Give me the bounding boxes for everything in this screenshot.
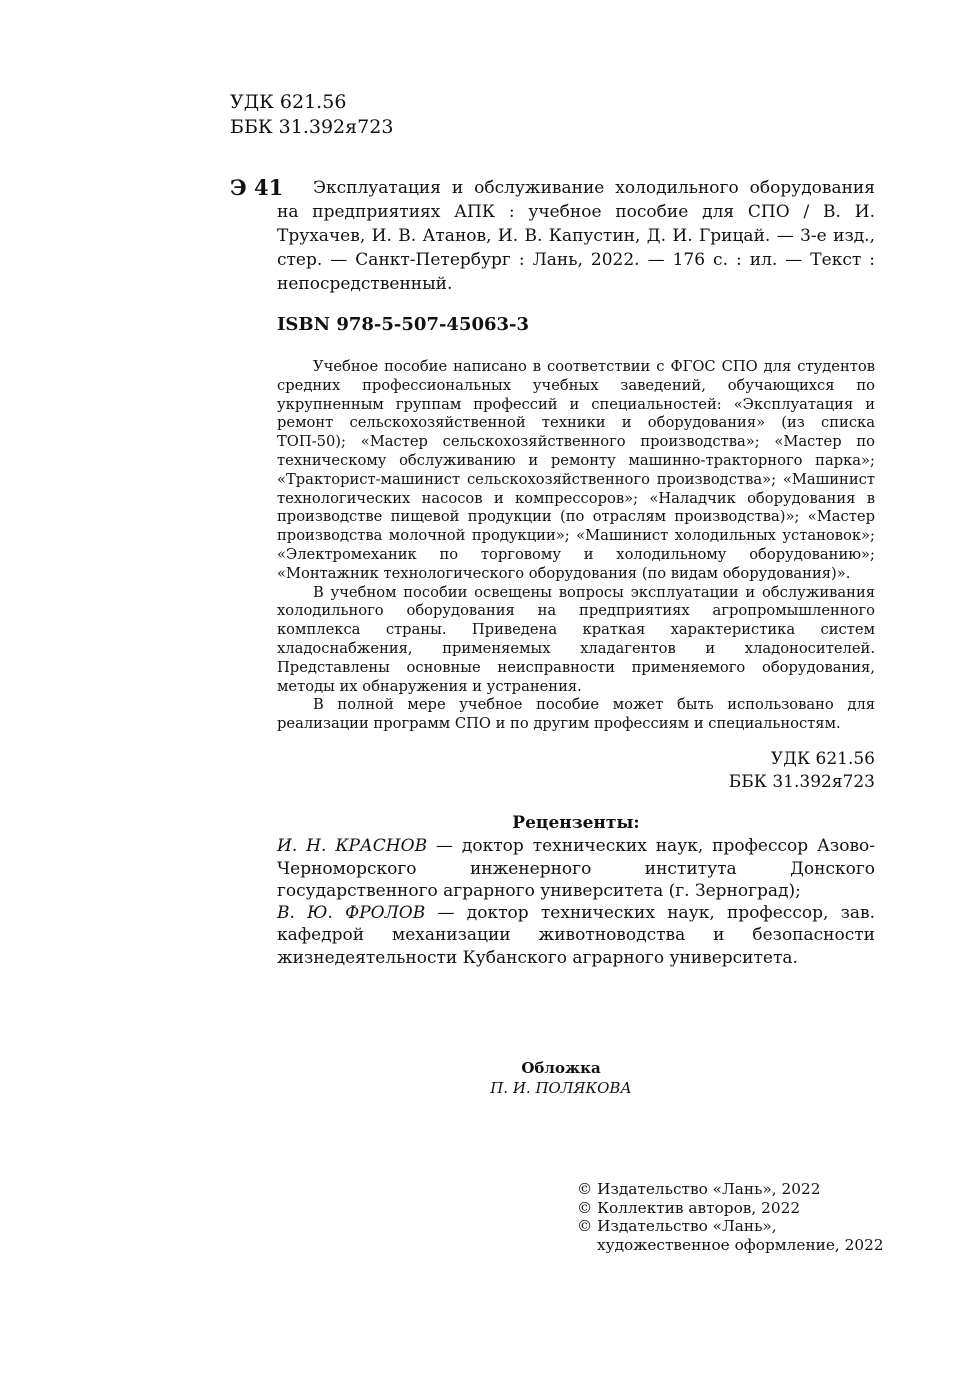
classification-codes-bottom bbox=[620, 748, 875, 794]
reviewer-name: В. Ю. ФРОЛОВ bbox=[277, 903, 426, 924]
bibliographic-entry: Эксплуатация и обслуживание холодильного оборудования на предприятиях АПК : учебное пособие для СПО / В. И. Трухачев, И. В. Атанов, И. В. Капустин, Д. И. Грицай. — 3-е изд., стер. — Санкт-Петербург : Лань, 2022. — 176 с. : ил. — Текст : непосредственный. bbox=[277, 178, 875, 294]
copyright-line: © Издательство «Лань», bbox=[577, 1217, 777, 1235]
udk-code: УДК 621.56 bbox=[770, 749, 875, 769]
cover-credit bbox=[277, 1058, 845, 1098]
udk-code: УДК 621.56 bbox=[230, 91, 347, 113]
reviewer-description: — доктор технических наук, профессор Азово-Черноморского инженерного института Донского государственного аграрного университета (г. Зерноград); bbox=[277, 836, 875, 901]
copyright-block bbox=[577, 1180, 884, 1254]
bbk-code: ББК 31.392я723 bbox=[728, 772, 875, 792]
annotation-paragraph: Учебное пособие написано в соответствии с ФГОС СПО для студентов средних профессиональных учебных заведений, обучающихся по укрупненным группам профессий и специальностей: «Эксплуатация и ремонт сельскохозяйственной техники и оборудования» (из списка ТОП-50); «Мастер сельскохозяйственного производства»; «Мастер по техническому обслуживанию и ремонту машинно-тракторного парка»; «Тракторист-машинист сельскохозяйственного производства»; «Машинист технологических насосов и компрессоров»; «Наладчик оборудования в производстве пищевой продукции (по отраслям производства)»; «Мастер производства молочной продукции»; «Машинист холодильных установок»; «Электромеханик по торговому и холодильному оборудованию»; «Монтажник технологического оборудования (по видам оборудования)». bbox=[277, 358, 875, 582]
annotation bbox=[277, 358, 875, 734]
reviewers-heading: Рецензенты: bbox=[512, 813, 640, 833]
annotation-paragraph: В полной мере учебное пособие может быть использовано для реализации программ СПО и по другим профессиям и специальностям. bbox=[277, 696, 875, 733]
reviewer-name: И. Н. КРАСНОВ bbox=[277, 836, 428, 857]
reviewer-description: — доктор технических наук, профессор, зав. кафедрой механизации животноводства и безопасности жизнедеятельности Кубанского аграрного университета. bbox=[277, 903, 876, 968]
isbn: ISBN 978-5-507-45063-3 bbox=[277, 314, 530, 335]
reviewer-entry bbox=[277, 835, 875, 902]
reviewer-entry bbox=[277, 902, 875, 969]
annotation-paragraph: В учебном пособии освещены вопросы эксплуатации и обслуживания холодильного оборудования на предприятиях агропромышленного комплекса страны. Приведена краткая характеристика систем хладоснабжения, применяемых хладагентов и хладоносителей. Представлены основные неисправности применяемого оборудования, методы их обнаружения и устранения. bbox=[277, 583, 875, 695]
classification-codes-top bbox=[230, 90, 393, 140]
reviewers-section bbox=[277, 812, 875, 969]
copyright-line: художественное оформление, 2022 bbox=[597, 1235, 884, 1254]
cover-label: Обложка bbox=[521, 1059, 601, 1077]
bbk-code: ББК 31.392я723 bbox=[230, 116, 394, 138]
bibliographic-record bbox=[230, 176, 875, 296]
cover-designer: П. И. ПОЛЯКОВА bbox=[490, 1079, 632, 1097]
copyright-line: © Коллектив авторов, 2022 bbox=[577, 1198, 801, 1217]
copyright-line: © Издательство «Лань», 2022 bbox=[577, 1180, 821, 1198]
author-mark: Э 41 bbox=[230, 175, 284, 200]
